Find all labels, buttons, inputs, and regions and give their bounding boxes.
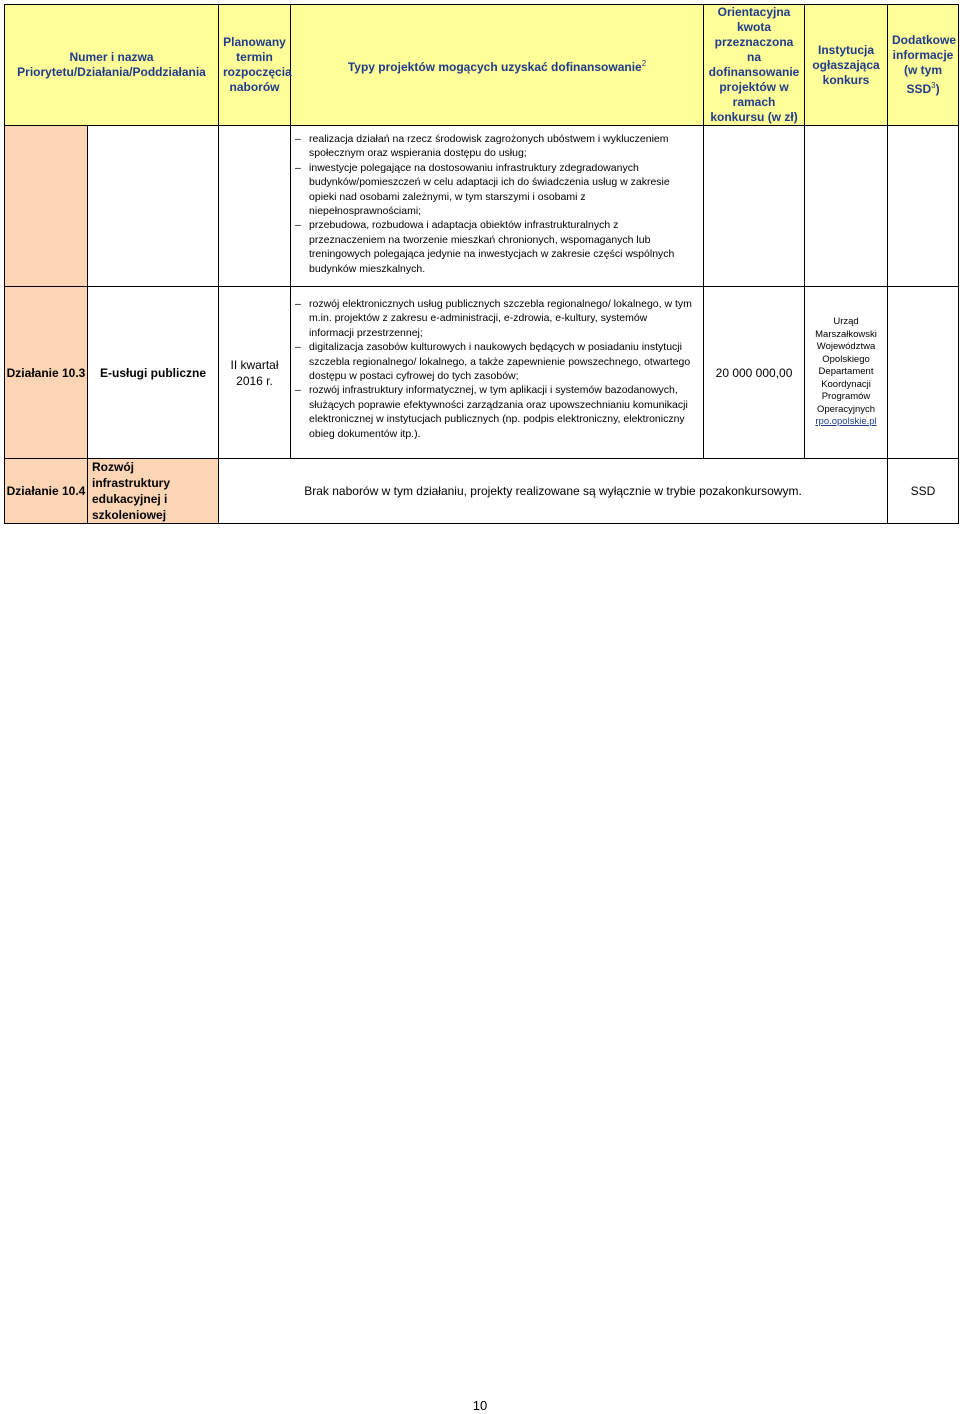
list-item: – rozwój infrastruktury informatycznej, w tym aplikacji i systemów bazodanowych, służących poprawie efektywności zarządzania oraz upowszechnianiu komunikacji elektronicznej w instytucjach publicznych (np. podpis elektroniczny, elektroniczny obieg dokumentów itp.).: [309, 383, 695, 441]
list-item: – realizacja działań na rzecz środowisk zagrożonych ubóstwem i wykluczeniem społecznym oraz wspierania dostępu do usług;: [309, 132, 695, 161]
row1-project-types: [291, 126, 704, 287]
row1-institution: [805, 126, 888, 287]
action-number: Działanie 10.3: [5, 287, 88, 459]
header-row: [5, 5, 959, 126]
table-row: [5, 287, 959, 459]
additional-info: SSD: [888, 459, 959, 524]
institution-name: Urząd Marszałkowski Województwa Opolskiego Departament Koordynacji Programów Operacyjnych: [815, 316, 877, 415]
institution-link[interactable]: rpo.opolskie.pl: [815, 416, 877, 428]
amount-value: 20 000 000,00: [704, 287, 805, 459]
header-institution: Instytucja ogłaszająca konkurs: [805, 5, 888, 126]
list-item: – rozwój elektronicznych usług publicznych szczebla regionalnego/ lokalnego, w tym m.in. projektów z zakresu e-administracji, e-zdrowia, e-kultury, systemów informacji przestrzennej;: [309, 297, 695, 340]
header-additional-info: Dodatkowe informacje (w tym SSD$^3$): [888, 5, 959, 126]
row1-term: [219, 126, 291, 287]
action-name: E-usługi publiczne: [88, 287, 219, 459]
table-row: [5, 126, 959, 287]
additional-info: [888, 287, 959, 459]
institution: [805, 287, 888, 459]
header-project-types: Typy projektów mogących uzyskać dofinansowanie$^2$: [291, 5, 704, 126]
header-term: Planowany termin rozpoczęcia naborów: [219, 5, 291, 126]
header-amount: Orientacyjna kwota przeznaczona na dofinansowanie projektów w ramach konkursu (w zł): [704, 5, 805, 126]
schedule-table: [4, 4, 959, 524]
action-name: Rozwój infrastruktury edukacyjnej i szkoleniowej: [88, 459, 219, 524]
list-item: – przebudowa, rozbudowa i adaptacja obiektów infrastrukturalnych z przeznaczeniem na tworzenie mieszkań chronionych, wspomaganych lub treningowych polegająca jedynie na inwestycjach w zakresie części wspólnych budynków mieszkalnych.: [309, 218, 695, 276]
list-item: – inwestycje polegające na dostosowaniu infrastruktury zdegradowanych budynków/pomieszczeń w celu adaptacji ich do świadczenia usług w zakresie opieki nad osobami zależnymi, w tym starszymi i osobami z niepełnosprawnościami;: [309, 161, 695, 219]
list-item: – digitalizacja zasobów kulturowych i naukowych będących w posiadaniu instytucji szczebla regionalnego/ lokalnego, a także zapewnienie powszechnego, otwartego dostępu w postaci cyfrowej do tych zasobów;: [309, 340, 695, 383]
header-priority: Numer i nazwa Priorytetu/Działania/Poddziałania: [5, 5, 219, 126]
action-number: Działanie 10.4: [5, 459, 88, 524]
row1-number: [5, 126, 88, 287]
no-calls-note: Brak naborów w tym działaniu, projekty realizowane są wyłącznie w trybie pozakonkursowym.: [219, 459, 888, 524]
table-row: [5, 459, 959, 524]
start-term: [219, 287, 291, 459]
row1-name: [88, 126, 219, 287]
page-number: 10: [472, 1398, 488, 1413]
row1-additional-info: [888, 126, 959, 287]
term-quarter: II kwartał: [230, 357, 279, 372]
row1-amount: [704, 126, 805, 287]
term-year: 2016 r.: [236, 373, 273, 388]
project-types: [291, 287, 704, 459]
